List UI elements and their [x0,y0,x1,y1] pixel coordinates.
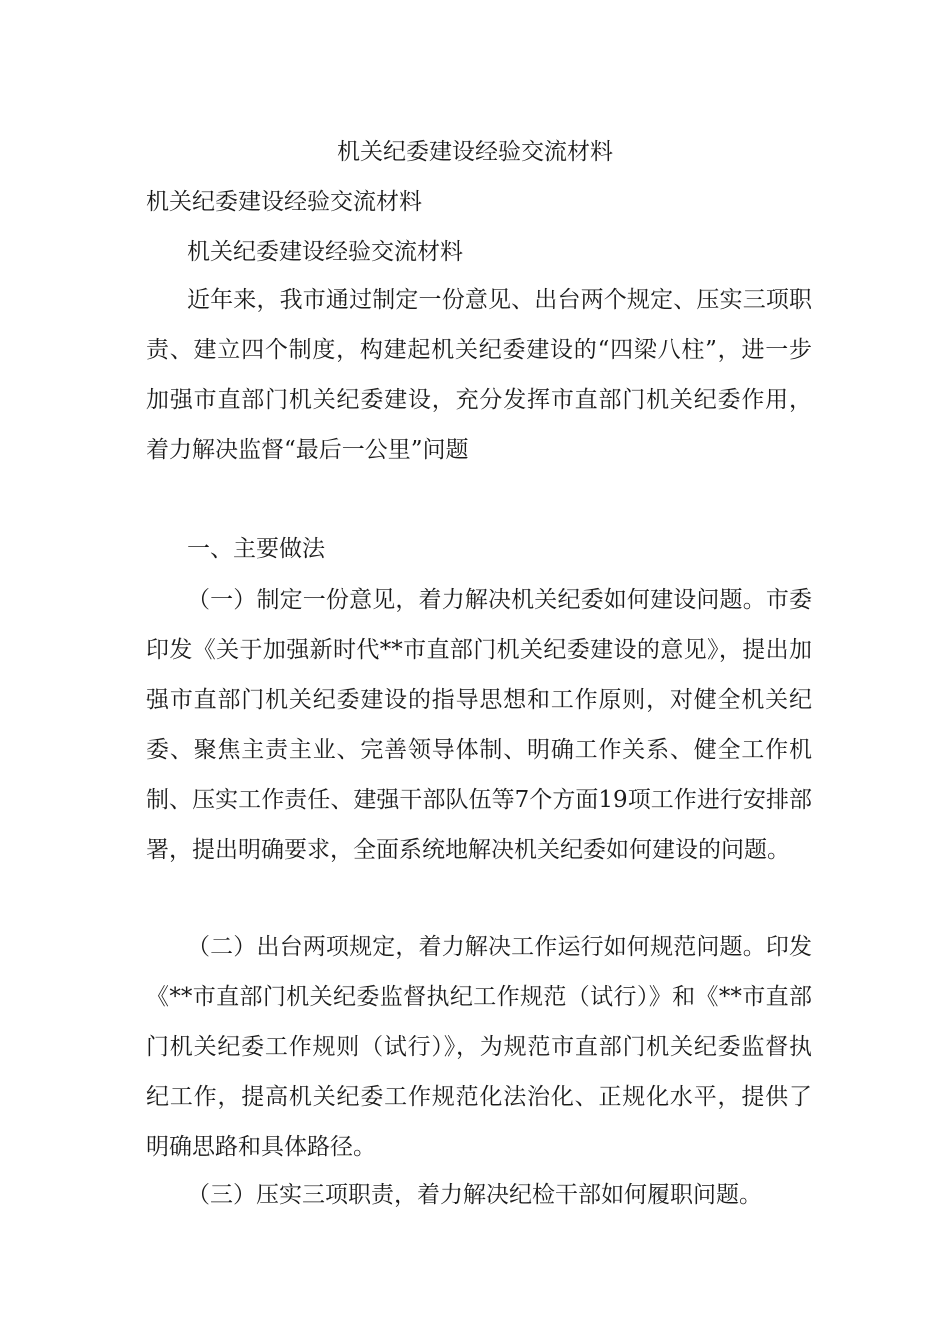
document-subtitle-indented: 机关纪委建设经验交流材料 [187,239,463,265]
document-title: 机关纪委建设经验交流材料 [337,139,613,165]
paragraph-1: （一）制定一份意见，着力解决机关纪委如何建设问题。市委印发《关于加强新时代**市直部门机关纪委建设的意见》，提出加强市直部门机关纪委建设的指导思想和工作原则，对健全机关纪委、聚焦主责主业、完善领导体制、明确工作关系、健全工作机制、压实工作责任、建强干部队伍等7个方面19项工作进行安排部署，提出明确要求，全面系统地解决机关纪委如何建设的问题。 [146,587,812,863]
intro-paragraph: 近年来，我市通过制定一份意见、出台两个规定、压实三项职责、建立四个制度，构建起机关纪委建设的“四梁八柱”，进一步加强市直部门机关纪委建设，充分发挥市直部门机关纪委作用，着力解决监督“最后一公里”问题 [146,287,812,463]
section-heading: 一、主要做法 [187,536,325,562]
paragraph-2: （二）出台两项规定，着力解决工作运行如何规范问题。印发《**市直部门机关纪委监督执纪工作规范（试行）》和《**市直部门机关纪委工作规则（试行）》，为规范市直部门机关纪委监督执纪工作，提高机关纪委工作规范化法治化、正规化水平，提供了明确思路和具体路径。 [146,934,812,1160]
paragraph-3: （三）压实三项职责，着力解决纪检干部如何履职问题。 [187,1182,762,1208]
document-subtitle: 机关纪委建设经验交流材料 [146,189,422,215]
